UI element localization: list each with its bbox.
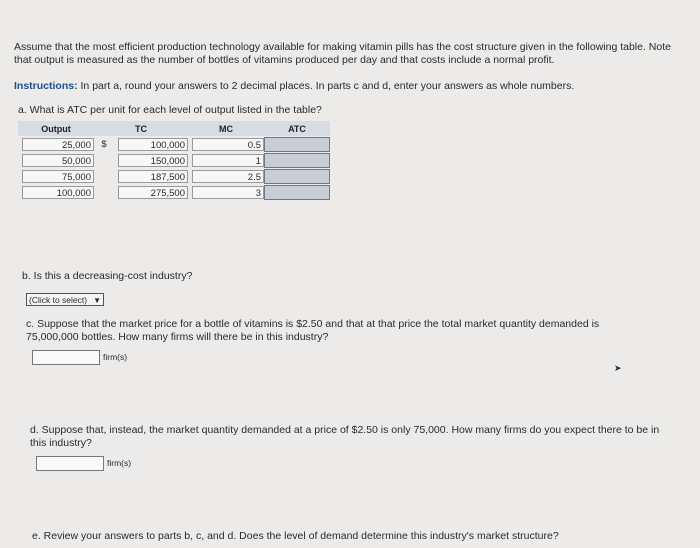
header-tc: TC [94, 121, 188, 136]
table-row [18, 152, 330, 168]
tc-value: 100,000 [118, 138, 188, 151]
cost-table [18, 121, 330, 200]
atc-input-2[interactable] [264, 153, 330, 168]
mc-value: 1 [192, 154, 264, 167]
atc-input-3[interactable] [264, 169, 330, 184]
question-d: d. Suppose that, instead, the market quantity demanded at a price of $2.50 is only 75,000. How many firms do you expect there to be in this industry? [30, 424, 660, 449]
output-value: 50,000 [22, 154, 94, 167]
output-value: 75,000 [22, 170, 94, 183]
firms-answer-c-input[interactable] [32, 350, 100, 365]
mc-value: 0.5 [192, 138, 264, 151]
tc-value: 275,500 [118, 186, 188, 199]
table-header-row [18, 121, 330, 136]
question-e: e. Review your answers to parts b, c, and d. Does the level of demand determine this industry's market structure? [32, 530, 559, 542]
instructions-text: In part a, round your answers to 2 decimal places. In parts c and d, enter your answers as whole numbers. [80, 80, 575, 92]
question-b: b. Is this a decreasing-cost industry? [22, 270, 193, 282]
mc-value: 3 [192, 186, 264, 199]
table-row [18, 168, 330, 184]
atc-input-1[interactable] [264, 137, 330, 152]
tc-value: 150,000 [118, 154, 188, 167]
currency-symbol: $ [101, 138, 107, 150]
firms-answer-d-input[interactable] [36, 456, 104, 471]
header-output: Output [18, 121, 94, 136]
select-label: (Click to select) [29, 295, 88, 305]
output-value: 25,000 [22, 138, 94, 151]
instructions-label: Instructions: [14, 80, 78, 92]
atc-input-4[interactable] [264, 185, 330, 200]
mouse-cursor-icon: ➤ [614, 363, 622, 373]
table-row [18, 184, 330, 200]
decreasing-cost-select[interactable] [26, 293, 104, 306]
header-mc: MC [188, 121, 264, 136]
output-value: 100,000 [22, 186, 94, 199]
chevron-down-icon: ▼ [93, 296, 101, 305]
unit-label-c: firm(s) [103, 352, 128, 362]
mc-value: 2.5 [192, 170, 264, 183]
question-a: a. What is ATC per unit for each level of output listed in the table? [18, 104, 322, 116]
table-row [18, 136, 330, 152]
instructions [14, 80, 674, 93]
problem-intro: Assume that the most efficient production technology available for making vitamin pills has the cost structure given in the following table. Note that output is measured as the number of bottles of vitamins produced per day and that costs include a normal profit. [14, 41, 671, 66]
unit-label-d: firm(s) [107, 458, 132, 468]
header-atc: ATC [264, 121, 330, 136]
question-c: c. Suppose that the market price for a bottle of vitamins is $2.50 and that at that price the total market quantity demanded is 75,000,000 bottles. How many firms will there be in this industry? [26, 318, 600, 343]
tc-value: 187,500 [118, 170, 188, 183]
